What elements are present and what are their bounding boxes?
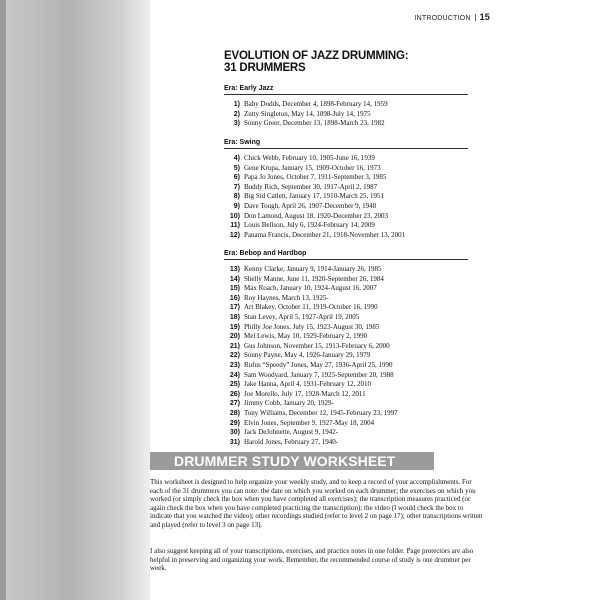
drummer-text: Gus Johnson, November 15, 1913-February 6, 2000	[244, 341, 390, 350]
drummer-text: Louis Bellson, July 6, 1924-February 14, 2009	[244, 221, 375, 230]
drummer-item	[224, 110, 388, 120]
drummer-item	[224, 313, 398, 323]
drummer-number: 8)	[233, 193, 240, 201]
drummer-item	[224, 428, 398, 438]
worksheet-heading: DRUMMER STUDY WORKSHEET	[174, 453, 396, 469]
drummer-item	[224, 294, 398, 304]
drummer-number: 10)	[229, 212, 240, 220]
drummer-item	[224, 119, 388, 129]
gray-side-band	[0, 0, 150, 600]
drummer-item	[224, 342, 398, 352]
drummer-text: Sam Woodyard, January 7, 1925-September 20, 1988	[244, 370, 394, 379]
drummer-list-early-jazz	[224, 100, 388, 129]
drummer-text: Gene Krupa, January 15, 1909-October 16, 1973	[244, 163, 381, 172]
header-divider	[475, 14, 476, 21]
drummer-text: Jimmy Cobb, January 20, 1929-	[244, 399, 334, 408]
drummer-text: Papa Jo Jones, October 7, 1911-September 3, 1985	[244, 173, 387, 182]
drummer-item	[224, 192, 405, 202]
drummer-text: Art Blakey, October 11, 1919-October 16, 1990	[244, 303, 378, 312]
drummer-number: 15)	[229, 285, 240, 293]
drummer-text: Buddy Rich, September 30, 1917-April 2, 1987	[244, 182, 378, 191]
drummer-number: 1)	[233, 101, 240, 108]
drummer-text: Sonny Payne, May 4, 1926-January 29, 1979	[244, 351, 371, 360]
drummer-item	[224, 221, 405, 231]
drummer-text: Philly Joe Jones, July 15, 1923-August 30, 1985	[244, 322, 380, 331]
drummer-text: Dave Tough, April 26, 1907-December 9, 1948	[244, 201, 377, 210]
drummer-list-swing	[224, 154, 405, 240]
drummer-item	[224, 438, 398, 448]
era-heading-early-jazz: Era: Early Jazz	[224, 85, 468, 95]
drummer-item	[224, 419, 398, 429]
drummer-item	[224, 351, 398, 361]
drummer-text: Panama Francis, December 21, 1918-November 13, 2001	[244, 230, 406, 239]
drummer-text: Jake Hanna, April 4, 1931-February 12, 2010	[244, 380, 371, 389]
drummer-item	[224, 202, 405, 212]
drummer-number: 7)	[233, 183, 240, 191]
drummer-text: Jack DeJohnette, August 9, 1942-	[244, 428, 339, 437]
drummer-number: 31)	[229, 438, 240, 446]
running-header	[360, 12, 490, 22]
drummer-item	[224, 212, 405, 222]
drummer-item	[224, 371, 398, 381]
drummer-item	[224, 154, 405, 164]
drummer-text: Roy Haynes, March 13, 1925-	[244, 293, 329, 302]
drummer-number: 22)	[229, 352, 240, 360]
drummer-number: 9)	[233, 202, 240, 210]
drummer-text: Harold Jones, February 27, 1940-	[244, 437, 339, 446]
drummer-item	[224, 100, 388, 110]
drummer-number: 5)	[233, 164, 240, 172]
drummer-item	[224, 380, 398, 390]
worksheet-banner	[150, 452, 434, 470]
page-title	[224, 50, 408, 74]
drummer-item	[224, 284, 398, 294]
drummer-item	[224, 303, 398, 313]
era-heading-bebop: Era: Bebop and Hardbop	[224, 250, 468, 260]
drummer-text: Don Lamond, August 18, 1920-December 23, 2003	[244, 211, 389, 220]
drummer-number: 3)	[233, 120, 240, 128]
drummer-number: 13)	[229, 266, 240, 273]
drummer-number: 21)	[229, 342, 240, 350]
drummer-item	[224, 323, 398, 333]
drummer-text: Max Roach, January 10, 1924-August 16, 2007	[244, 284, 377, 293]
drummer-text: Baby Dodds, December 4, 1898-February 14, 1959	[244, 100, 388, 108]
page-edge-shadow	[0, 0, 6, 600]
drummer-number: 20)	[229, 333, 240, 341]
drummer-number: 18)	[229, 313, 240, 321]
drummer-item	[224, 231, 405, 241]
drummer-text: Tony Williams, December 12, 1945-February 23, 1997	[244, 408, 398, 417]
drummer-text: Zutty Singleton, May 14, 1898-July 14, 1975	[244, 109, 371, 118]
worksheet-paragraph-1: This worksheet is designed to help organize your weekly study, and to keep a record of your accomplishments. For each of the 31 drummers you can note: the date on which you worked on each drummer; the exercises on which you worked (or simply check the box when you have completed all exercises); the transcription measures practiced (or again check the box when you have completed practicing the transcription); the video (I would check the box to indicate that you watched the video); other recordings studied (refer to level 2 on page 17); other transcriptions written and played (refer to level 3 on page 13).	[150, 478, 483, 529]
drummer-item	[224, 409, 398, 419]
drummer-text: Big Sid Catlett, January 17, 1910-March 25, 1951	[244, 192, 384, 201]
drummer-number: 29)	[229, 419, 240, 427]
drummer-number: 26)	[229, 390, 240, 398]
drummer-text: Kenny Clarke, January 9, 1914-January 26, 1985	[244, 265, 382, 273]
drummer-number: 19)	[229, 323, 240, 331]
drummer-item	[224, 332, 398, 342]
drummer-item	[224, 173, 405, 183]
drummer-number: 16)	[229, 294, 240, 302]
drummer-item	[224, 361, 398, 371]
drummer-item	[224, 265, 398, 275]
worksheet-paragraph-2: I also suggest keeping all of your transcriptions, exercises, and practice notes in one folder. Page protectors are also helpful in preserving and organizing your work. Remember, the recommended course of study is one drummer per week.	[150, 547, 474, 573]
drummer-item	[224, 399, 398, 409]
drummer-list-bebop	[224, 265, 398, 447]
drummer-number: 25)	[229, 381, 240, 389]
drummer-text: Chick Webb, February 10, 1905-June 16, 1939	[244, 154, 375, 162]
drummer-number: 24)	[229, 371, 240, 379]
drummer-number: 30)	[229, 429, 240, 437]
drummer-text: Shelly Manne, June 11, 1920-September 26, 1984	[244, 274, 384, 283]
drummer-item	[224, 164, 405, 174]
header-section: INTRODUCTION	[414, 15, 471, 22]
drummer-number: 23)	[229, 361, 240, 369]
drummer-text: Rufus “Speedy” Jones, May 27, 1936-April 25, 1990	[244, 360, 393, 369]
drummer-text: Mel Lewis, May 10, 1929-February 2, 1990	[244, 332, 368, 341]
title-line-2: 31 DRUMMERS	[224, 62, 306, 74]
drummer-text: Elvin Jones, September 9, 1927-May 18, 2004	[244, 418, 375, 427]
drummer-number: 28)	[229, 409, 240, 417]
title-line-1: EVOLUTION OF JAZZ DRUMMING:	[224, 50, 409, 62]
drummer-number: 14)	[229, 275, 240, 283]
drummer-number: 27)	[229, 400, 240, 408]
drummer-number: 6)	[233, 174, 240, 182]
drummer-text: Sonny Greer, December 13, 1898-March 23, 1982	[244, 119, 385, 128]
drummer-item	[224, 183, 405, 193]
drummer-item	[224, 275, 398, 285]
drummer-number: 4)	[233, 155, 240, 162]
drummer-number: 2)	[233, 110, 240, 118]
drummer-text: Stan Levey, April 5, 1927-April 19, 2005	[244, 312, 360, 321]
page-number: 15	[479, 12, 490, 22]
era-heading-swing: Era: Swing	[224, 139, 468, 149]
drummer-number: 11)	[230, 222, 240, 230]
drummer-text: Joe Morello, July 17, 1928-March 12, 2011	[244, 389, 366, 398]
drummer-number: 12)	[229, 231, 240, 239]
drummer-item	[224, 390, 398, 400]
drummer-number: 17)	[229, 304, 240, 312]
